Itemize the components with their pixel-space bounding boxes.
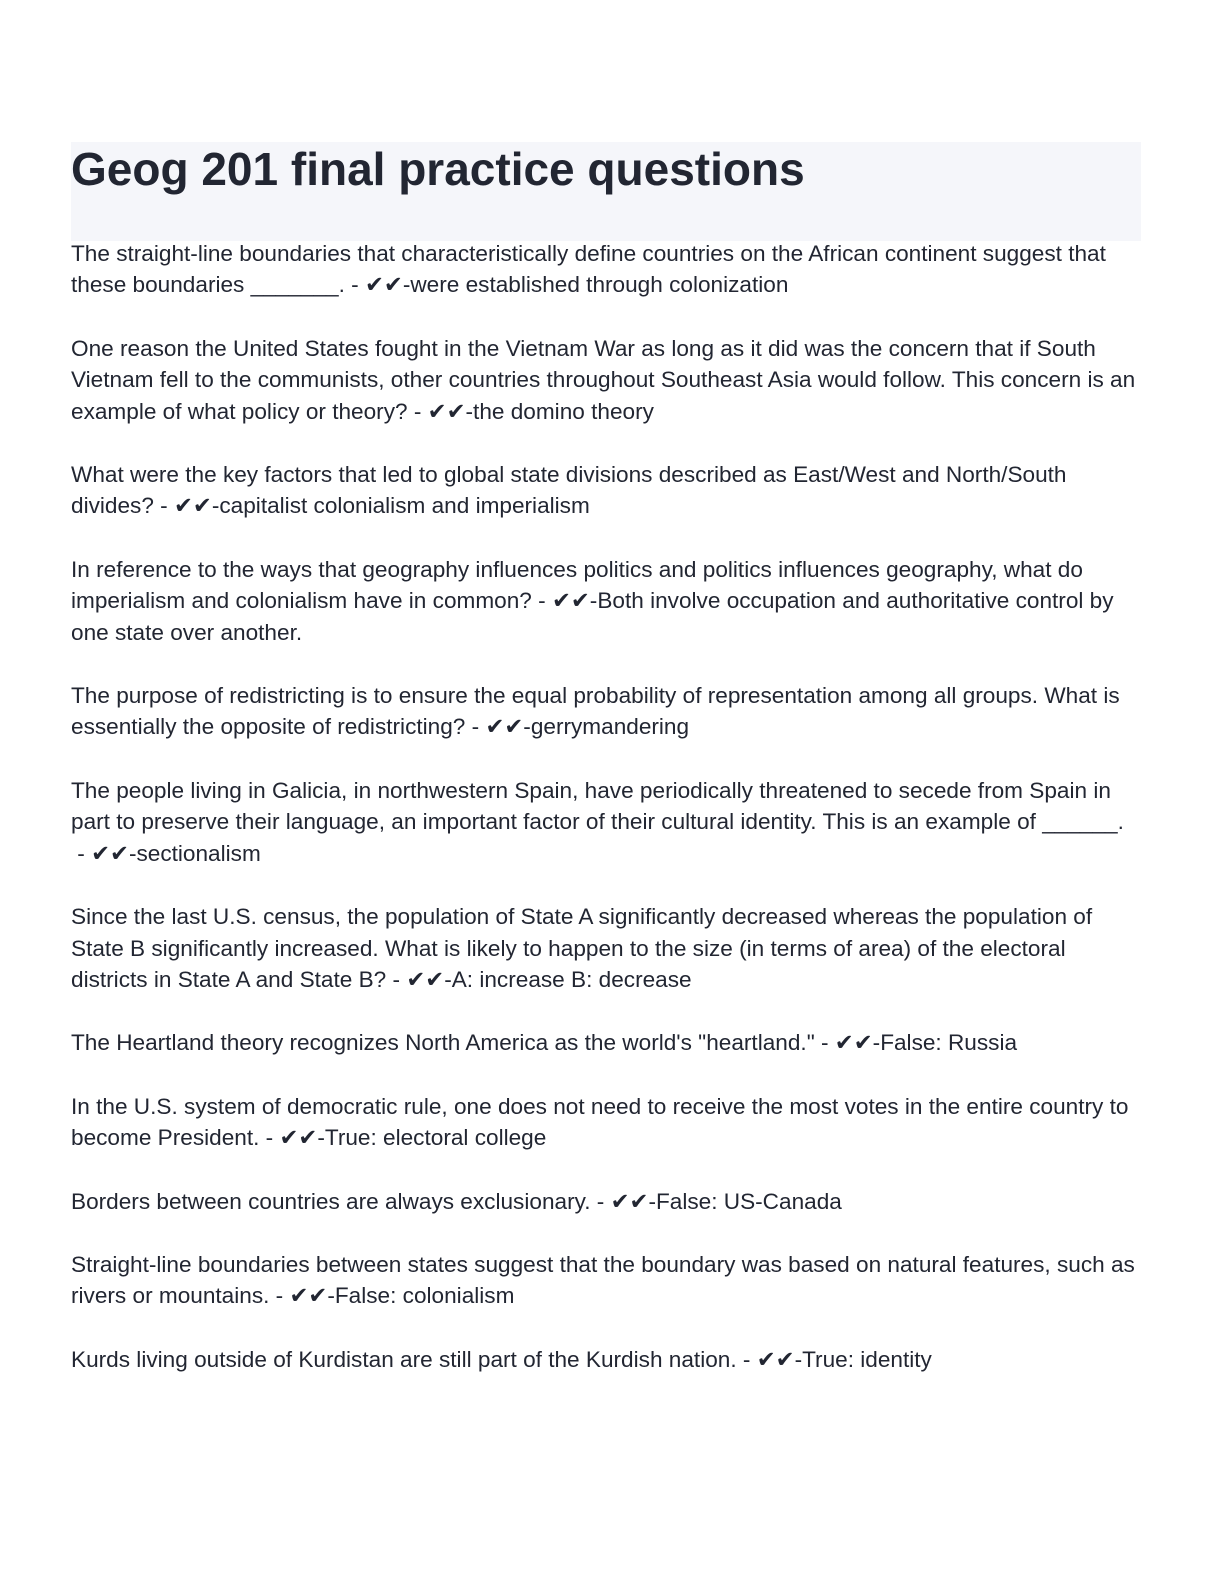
answer-check-separator: - ✔✔- <box>736 1346 803 1372</box>
answer-check-separator: - ✔✔- <box>386 966 452 992</box>
qa-item <box>71 1249 1146 1312</box>
answer-text: A: increase B: decrease <box>451 966 692 992</box>
answer-check-separator: - ✔✔- <box>153 493 220 519</box>
answer-text: True: electoral college <box>324 1125 547 1151</box>
page-title: Geog 201 final practice questions <box>71 143 805 195</box>
question-text: One reason the United States fought in the Vietnam War as long as it did was the concern that if South Vietnam fell to the communists, other countries throughout Southeast Asia would follow. This concern is an example of what policy or theory? <box>71 335 1136 424</box>
qa-item <box>71 1344 1146 1375</box>
answer-check-separator: - ✔✔- <box>269 1283 335 1309</box>
question-text: In reference to the ways that geography influences politics and politics influences geography, what do imperialism and colonialism have in common? <box>71 556 1083 614</box>
qa-item <box>71 775 1146 869</box>
answer-text: False: Russia <box>880 1030 1018 1056</box>
question-text: Kurds living outside of Kurdistan are still part of the Kurdish nation. <box>71 1346 737 1372</box>
question-text: In the U.S. system of democratic rule, one does not need to receive the most votes in the entire country to become President. <box>71 1093 1129 1151</box>
qa-item <box>71 1091 1146 1154</box>
answer-text: the domino theory <box>473 398 654 424</box>
answer-text: False: US-Canada <box>655 1188 842 1214</box>
question-text: The people living in Galicia, in northwestern Spain, have periodically threatened to secede from Spain in part to preserve their language, an important factor of their cultural identity. This is an example of ______. <box>71 777 1124 835</box>
answer-check-separator: - ✔✔- <box>344 272 411 298</box>
answer-check-separator: - ✔✔- <box>259 1125 325 1151</box>
question-text: The purpose of redistricting is to ensure the equal probability of representation among all groups. What is essentially the opposite of redistricting? <box>71 683 1120 740</box>
qa-item <box>71 1186 1146 1217</box>
answer-text: sectionalism <box>136 840 261 866</box>
qa-item <box>71 459 1146 522</box>
answer-check-separator: - ✔✔- <box>71 840 137 866</box>
qa-item <box>71 680 1146 743</box>
qa-item <box>71 238 1146 301</box>
answer-text: True: identity <box>802 1346 932 1372</box>
qa-item <box>71 1027 1146 1058</box>
answer-check-separator: - ✔✔- <box>531 588 598 614</box>
question-text: Straight-line boundaries between states suggest that the boundary was based on natural features, such as rivers or mountains. <box>71 1251 1135 1309</box>
qa-item <box>71 901 1146 995</box>
answer-check-separator: - ✔✔- <box>814 1030 881 1056</box>
question-text: The Heartland theory recognizes North America as the world's "heartland." <box>71 1030 815 1056</box>
question-text: What were the key factors that led to global state divisions described as East/West and North/South divides? <box>71 462 1067 519</box>
question-text: Since the last U.S. census, the population of State A significantly decreased whereas the population of State B significantly increased. What is likely to happen to the size (in terms of area) of the electoral districts in State A and State B? <box>71 904 1093 992</box>
answer-text: were established through colonization <box>410 272 789 298</box>
question-text: The straight-line boundaries that characteristically define countries on the African continent suggest that these boundaries _______. <box>71 241 1106 298</box>
answer-text: capitalist colonialism and imperialism <box>219 493 590 519</box>
answer-check-separator: - ✔✔- <box>590 1188 656 1214</box>
qa-item <box>71 333 1146 427</box>
answer-check-separator: - ✔✔- <box>465 714 531 740</box>
answer-text: False: colonialism <box>334 1283 515 1309</box>
qa-list <box>71 238 1146 1407</box>
qa-item <box>71 554 1146 648</box>
answer-text: Both involve occupation and authoritative control by one state over another. <box>71 588 1114 645</box>
answer-check-separator: - ✔✔- <box>407 398 474 424</box>
answer-text: gerrymandering <box>530 714 690 740</box>
question-text: Borders between countries are always exclusionary. <box>71 1188 591 1214</box>
